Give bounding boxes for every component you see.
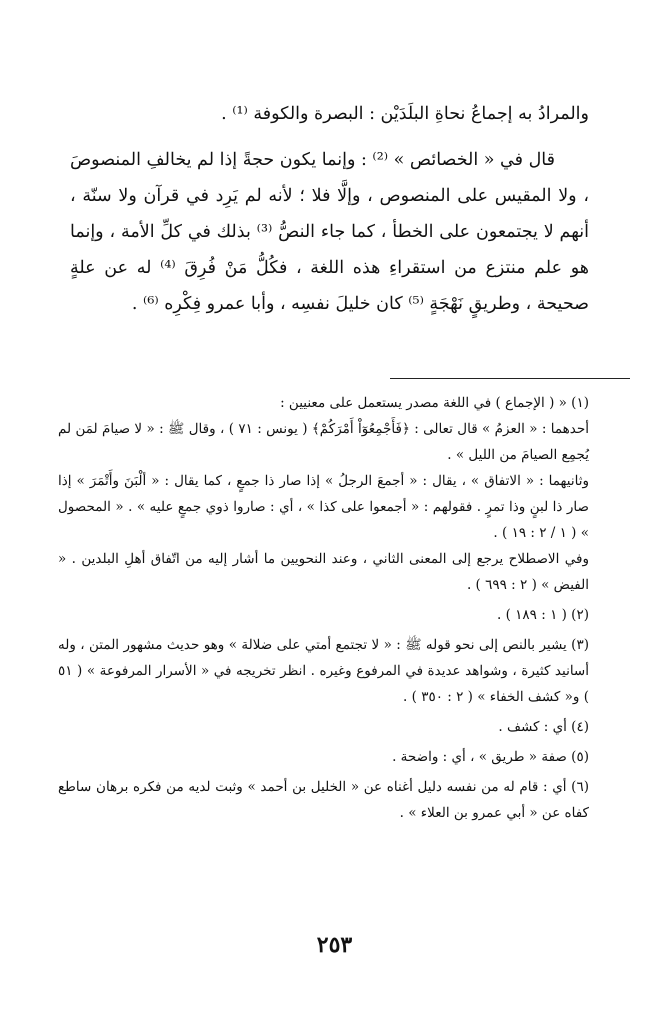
footnote-line: (٢) ( ١ : ١٨٩ ) . [497, 607, 589, 623]
main-text [70, 96, 589, 322]
footnote-line: أحدهما : « العزمُ » قال تعالى : ﴿فَأَجْمِعُوٓاْ أَمْرَكُمْ﴾ ( يونس : ٧١ ) ، وقال ﷺ : « لا صيامَ لمَن لم يُجمِع الصيامَ من الليل » . [58, 421, 589, 463]
footnote-2 [58, 602, 589, 628]
footnote-6 [58, 774, 589, 826]
footnote-line: وفي الاصطلاح يرجع إلى المعنى الثاني ، وعند النحويين ما أشار إليه من اتّفاق أهلِ البلدين . « الفيض » ( ٢ : ٦٩٩ ) . [58, 551, 589, 593]
footnote-divider [390, 378, 630, 379]
footnotes [58, 390, 589, 830]
footnote-line: وثانيهما : « الاتفاق » ، يقال : « أجمعَ الرجلُ » إذا صار ذا جمعٍ ، كما يقال : « ألْبَنَ وأَتْمَرَ » إذا صار ذا لبنٍ وذا تمرٍ . فقولهم : « أجمعوا على كذا » ، أي : صاروا ذوي جمعٍ عليه » . « المحصول » ( ١ / ٢ : ١٩ ) . [58, 473, 589, 541]
footnote-line: (٥) صفة « طريق » ، أي : واضحة . [392, 749, 589, 765]
footnote-line: (١) « ( الإجماع ) في اللغة مصدر يستعمل على معنيين : [280, 395, 589, 411]
page-number: ٢٥٣ [316, 932, 353, 958]
footnote-4 [58, 714, 589, 740]
footnote-line: (٤) أي : كشف . [498, 719, 589, 735]
main-paragraph: قال في « الخصائص » ⁽²⁾ : وإنما يكون حجةً إذا لم يخالفِ المنصوصَ ، ولا المقيس على المنصوص ، وإلَّا فلا ؛ لأنه لم يَرِد في قرآن ولا سنّة ، أنهم لا يجتمعون على الخطأ ، كما جاء النصُّ ⁽³⁾ بذلك في كلِّ الأمة ، وإنما هو علم منتزع من استقراءِ هذه اللغة ، فكُلُّ مَنْ فُرِقَ ⁽⁴⁾ له عن علةٍ صحيحة ، وطريقٍ نَهْجَةٍ ⁽⁵⁾ كان خليلَ نفسِه ، وأبا عمرو فِكْرِه ⁽⁶⁾ . [70, 150, 589, 314]
footnote-5 [58, 744, 589, 770]
footnote-line: (٦) أي : قام له من نفسه دليل أغناه عن « الخليل بن أحمد » وثبت لديه من فكره برهان ساطع كفاه عن « أبي عمرو بن العلاء » . [58, 779, 589, 821]
footnote-3 [58, 632, 589, 710]
footnote-line: (٣) يشير بالنص إلى نحو قوله ﷺ : « لا تجتمع أمتي على ضلالة » وهو حديث مشهور المتن ، وله أسانيد كثيرة ، وشواهد عديدة في المرفوع وغيره . انظر تخريجه في « الأسرار المرفوعة » ( ٥١ ) و« كشف الخفاء » ( ٢ : ٣٥٠ ) . [58, 637, 589, 705]
footnote-1 [58, 390, 589, 598]
main-line: والمرادُ به إجماعُ نحاةِ البلَدَيْن : البصرة والكوفة ⁽¹⁾ . [221, 104, 589, 124]
